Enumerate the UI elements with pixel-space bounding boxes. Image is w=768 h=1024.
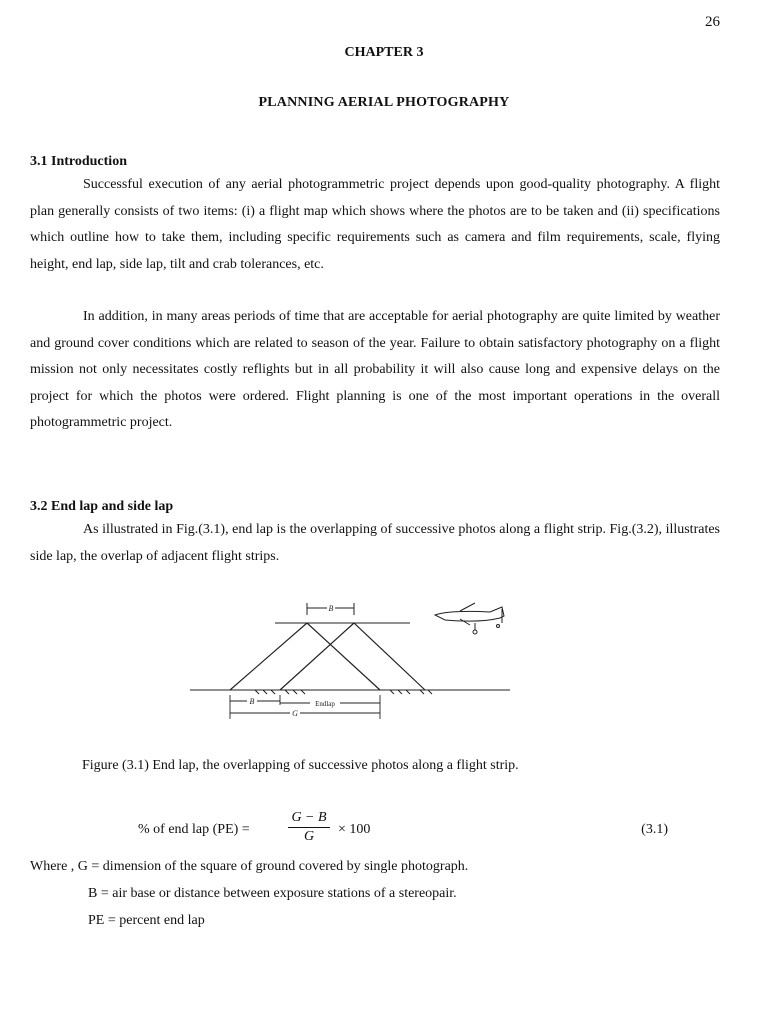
air-base-label-top: B <box>328 604 334 613</box>
intro-paragraph-1: Successful execution of any aerial photogrammetric project depends upon good-quality photography. A flight plan generally consists of two items: (i) a flight map which shows where the photos are to be taken and (ii) specifications which outline how to take them, including specific requirements such as camera and film requirements, scale, flying height, end lap, side lap, tilt and crab tolerances, etc. <box>30 177 720 272</box>
ground-line <box>190 690 510 694</box>
equation-numerator: G − B <box>288 810 330 828</box>
definition-pe: PE = percent end lap <box>88 913 205 928</box>
air-base-label-bottom: B <box>249 697 255 706</box>
chapter-label: CHAPTER 3 <box>344 45 424 60</box>
airplane-icon <box>435 603 504 634</box>
endlap-label: Endlap <box>315 700 335 708</box>
definition-g: Where , G = dimension of the square of ground covered by single photograph. <box>30 859 469 874</box>
page-number: 26 <box>705 14 720 30</box>
equation-denominator: G <box>303 829 315 844</box>
equation-number: (3.1) <box>641 822 668 837</box>
ground-coverage-label: G <box>292 709 298 718</box>
section-heading-introduction: 3.1 Introduction <box>30 154 127 169</box>
section-heading-end-lap: 3.2 End lap and side lap <box>30 499 174 514</box>
figure-caption: Figure (3.1) End lap, the overlapping of successive photos along a flight strip. <box>82 758 519 773</box>
end-lap-equation <box>138 810 678 854</box>
equation-multiplier: × 100 <box>338 822 371 837</box>
equation-lhs: % of end lap (PE) = <box>138 822 250 837</box>
equation-fraction <box>288 810 330 845</box>
photo-cone-2 <box>280 623 425 690</box>
end-lap-figure <box>185 595 525 725</box>
chapter-title: PLANNING AERIAL PHOTOGRAPHY <box>258 95 510 110</box>
definition-b: B = air base or distance between exposure stations of a stereopair. <box>88 886 457 901</box>
end-lap-paragraph: As illustrated in Fig.(3.1), end lap is the overlapping of successive photos along a flight strip. Fig.(3.2), illustrates side lap, the overlap of adjacent flight strips. <box>30 522 720 564</box>
intro-paragraph-2: In addition, in many areas periods of time that are acceptable for aerial photography are quite limited by weather and ground cover conditions which are related to season of the year. Failure to obtain satisfactory photography on a flight mission not only necessitates costly reflights but in all probability it will also cause long and expensive delays on the project for which the photos were ordered. Flight planning is one of the most important operations in the overall photogrammetric project. <box>30 309 720 430</box>
photo-cone-1 <box>230 623 380 690</box>
